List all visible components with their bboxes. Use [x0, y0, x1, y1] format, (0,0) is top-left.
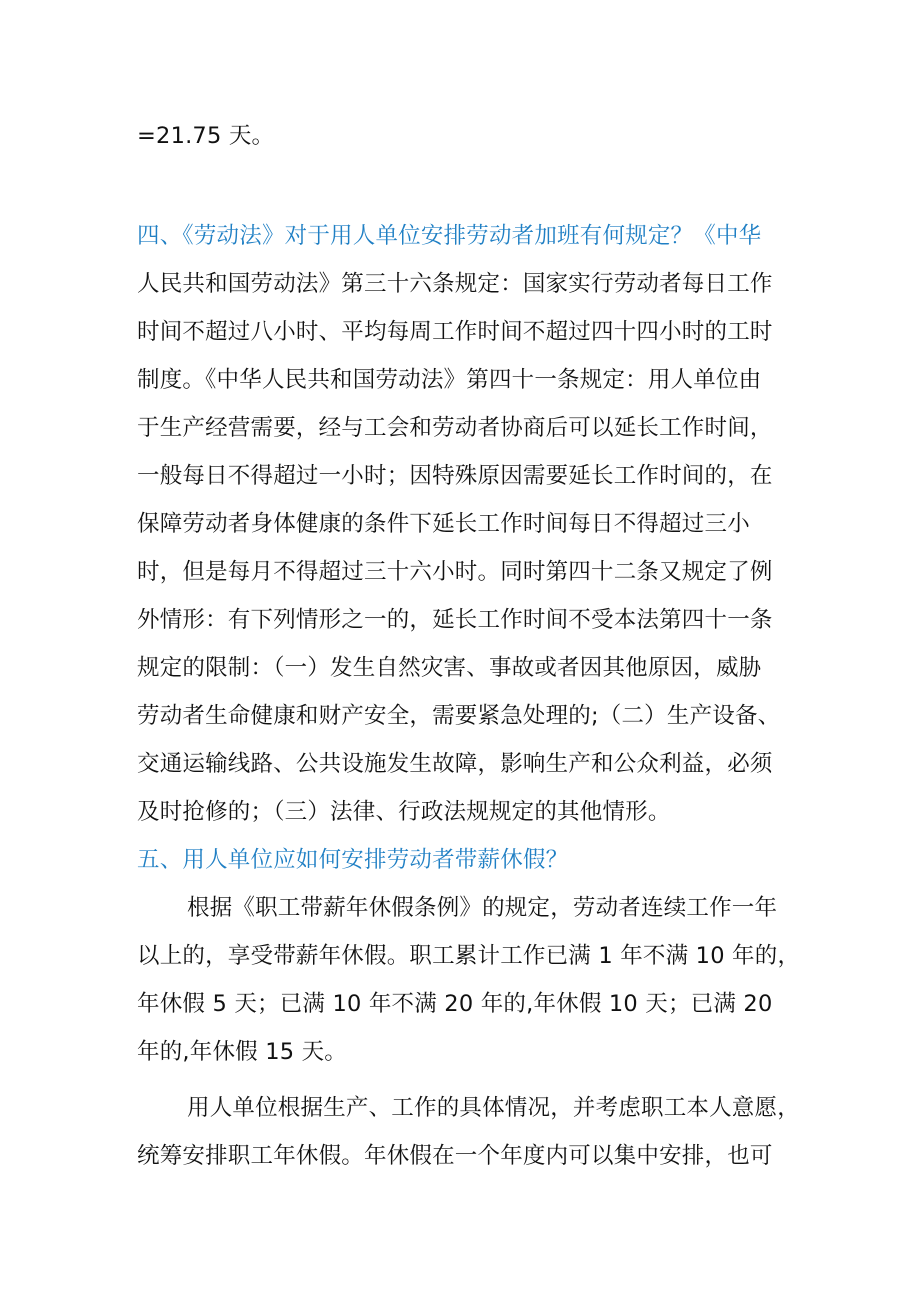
text-line: 统筹安排职工年休假。年休假在一个年度内可以集中安排，也可: [137, 1143, 773, 1169]
text-line: 一般每日不得超过一小时；因特殊原因需要延长工作时间的，在: [137, 463, 773, 489]
section-heading-4: 四、《劳动法》对于用人单位安排劳动者加班有何规定？《中华: [137, 223, 762, 249]
text-line: 以上的，享受带薪年休假。职工累计工作已满 1 年不满 10 年的，: [137, 943, 801, 969]
text-line: 及时抢修的；（三）法律、行政法规规定的其他情形。: [137, 799, 671, 825]
text-line: 规定的限制：（一）发生自然灾害、事故或者因其他原因，威胁: [137, 655, 762, 681]
text-line: 年休假 5 天；已满 10 年不满 20 年的,年休假 10 天；已满 20: [137, 991, 773, 1017]
text-line: 时，但是每月不得超过三十六小时。同时第四十二条又规定了例: [137, 559, 773, 585]
section-heading-5: 五、用人单位应如何安排劳动者带薪休假？: [137, 847, 569, 873]
text-line: 制度。《中华人民共和国劳动法》第四十一条规定：用人单位由: [137, 367, 762, 393]
text-line: 于生产经营需要，经与工会和劳动者协商后可以延长工作时间，: [137, 415, 773, 441]
text-line: =21.75 天。: [137, 123, 275, 149]
text-line: 保障劳动者身体健康的条件下延长工作时间每日不得超过三小: [137, 511, 750, 537]
text-line: 外情形：有下列情形之一的，延长工作时间不受本法第四十一条: [137, 607, 773, 633]
text-line: 年的,年休假 15 天。: [137, 1039, 347, 1065]
paragraph-first-line: 用人单位根据生产、工作的具体情况，并考虑职工本人意愿，: [187, 1095, 800, 1121]
paragraph-first-line: 根据《职工带薪年休假条例》的规定，劳动者连续工作一年: [187, 895, 778, 921]
text-line: 人民共和国劳动法》第三十六条规定：国家实行劳动者每日工作: [137, 271, 773, 297]
text-line: 劳动者生命健康和财产安全，需要紧急处理的;（二）生产设备、: [137, 703, 781, 729]
text-line: 时间不超过八小时、平均每周工作时间不超过四十四小时的工时: [137, 319, 773, 345]
text-line: 交通运输线路、公共设施发生故障，影响生产和公众利益，必须: [137, 751, 773, 777]
